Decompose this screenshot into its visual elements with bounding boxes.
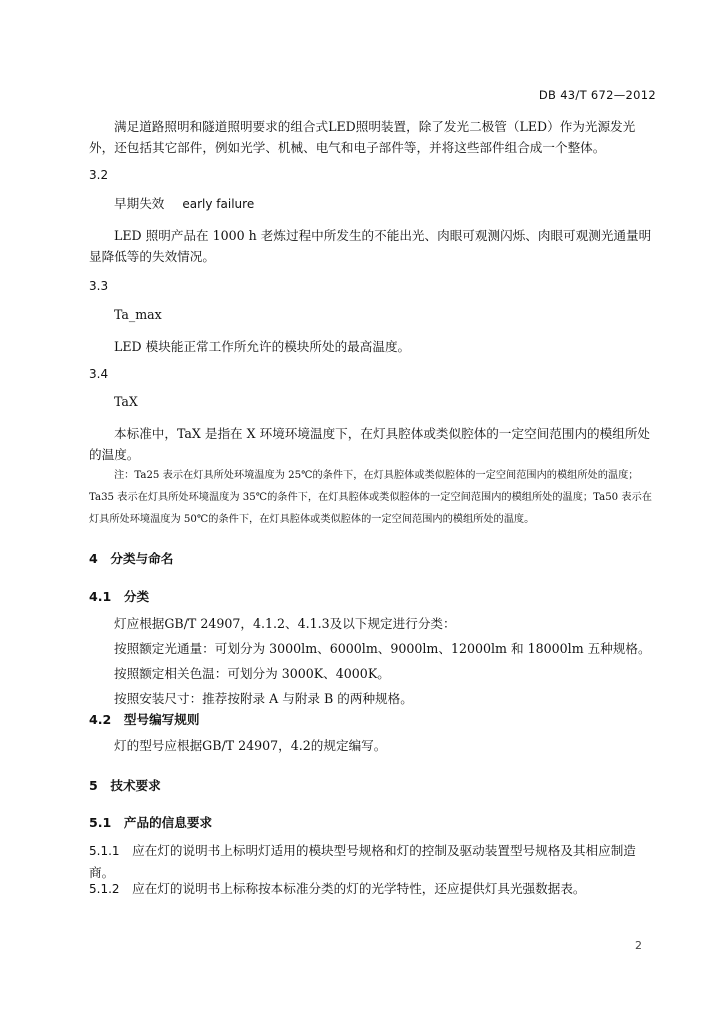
clause-number: 5.1.1 — [89, 844, 120, 858]
section-5-1-heading: 5.1 产品的信息要求 — [89, 815, 213, 830]
term-en: early failure — [182, 197, 255, 211]
standard-code: DB 43/T 672—2012 — [538, 88, 656, 102]
clause-3-2-definition: LED 照明产品在 1000 h 老炼过程中所发生的不能出光、肉眼可观测闪烁、肉眼可观测光通量明显降低等的失效情况。 — [89, 228, 652, 264]
list-item: 按照额定相关色温：可划分为 3000K、4000K。 — [114, 666, 390, 681]
clause-3-4-term: TaX — [114, 394, 138, 409]
section-4-2-text: 灯的型号应根据GB/T 24907，4.2的规定编写。 — [114, 738, 387, 753]
clause-text: 应在灯的说明书上标称按本标准分类的灯的光学特性，还应提供灯具光强数据表。 — [132, 881, 586, 896]
intro-paragraph: 满足道路照明和隧道照明要求的组合式LED照明装置，除了发光二极管（LED）作为光源发光外，还包括其它部件，例如光学、机械、电气和电子部件等，并将这些部件组合成一个整体。 — [89, 119, 636, 155]
section-5-heading: 5 技术要求 — [89, 778, 161, 793]
clause-3-3-term: Ta_max — [114, 307, 162, 322]
clause-3-4-note: 注：Ta25 表示在灯具所处环境温度为 25℃的条件下，在灯具腔体或类似腔体的一定空间范围内的模组所处的温度；Ta35 表示在灯具所处环境温度为 35℃的条件下，在灯具腔体或类似腔体的一定空间范围内的模组所处的温度；Ta50 表示在灯具所处环境温度为 50℃的条件下，在灯具腔体或类似腔体的一定空间范围内的模组所处的温度。 — [89, 470, 652, 525]
term-cn: 早期失效 — [114, 196, 165, 211]
clause-3-4-definition: 本标准中，TaX 是指在 X 环境环境温度下，在灯具腔体或类似腔体的一定空间范围内的模组所处的温度。 — [89, 426, 651, 462]
clause-5-1-2 — [89, 878, 657, 900]
clause-3-2-term — [89, 193, 682, 215]
clause-number: 5.1.2 — [89, 882, 120, 896]
section-4-heading: 4 分类与命名 — [89, 551, 174, 566]
clause-3-3-definition: LED 模块能正常工作所允许的模块所处的最高温度。 — [114, 339, 411, 354]
list-item: 灯应根据GB/T 24907，4.1.2、4.1.3及以下规定进行分类： — [114, 616, 456, 631]
section-4-2-heading: 4.2 型号编写规则 — [89, 712, 200, 727]
section-4-1-heading: 4.1 分类 — [89, 589, 150, 604]
clause-text: 应在灯的说明书上标明灯适用的模块型号规格和灯的控制及驱动装置型号规格及其相应制造商。 — [89, 843, 636, 880]
clause-5-1-1 — [89, 840, 657, 883]
list-item: 按照安装尺寸：推荐按附录 A 与附录 B 的两种规格。 — [114, 691, 413, 706]
section-4-1-list — [89, 611, 682, 711]
clause-3-4-number: 3.4 — [89, 367, 109, 381]
clause-3-3-number: 3.3 — [89, 279, 109, 293]
page-number: 2 — [635, 939, 642, 952]
list-item: 按照额定光通量：可划分为 3000lm、6000lm、9000lm、12000lm 和 18000lm 五种规格。 — [114, 641, 651, 656]
clause-3-2-number: 3.2 — [89, 168, 109, 182]
